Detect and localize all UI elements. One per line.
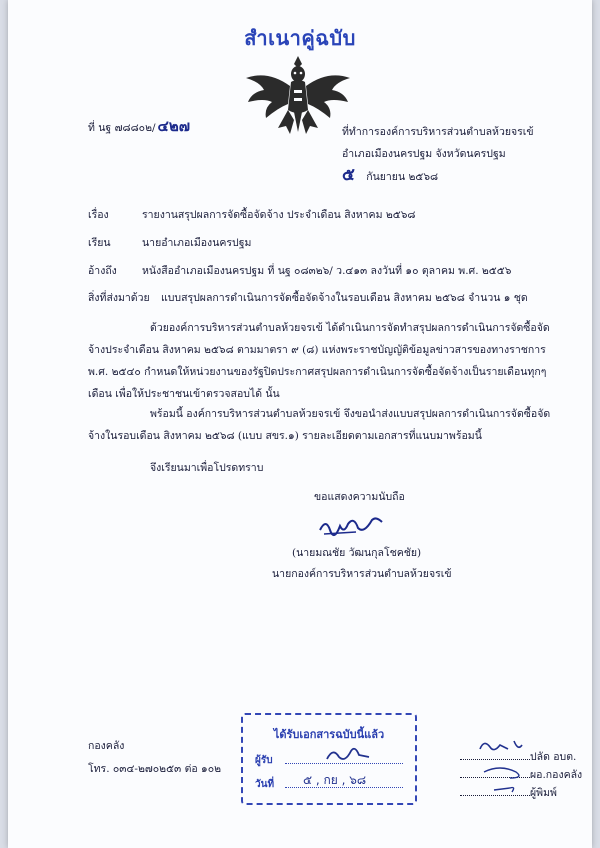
- received-stamp: [241, 713, 417, 805]
- received-stamp-title: ได้รับเอกสารฉบับนี้แล้ว: [273, 728, 385, 741]
- enclosure-value: แบบสรุปผลการดำเนินการจัดซื้อจัดจ้างในรอบเดือน สิงหาคม ๒๕๖๘ จำนวน ๑ ชุด: [161, 292, 528, 304]
- to-value: นายอำเภอเมืองนครปฐม: [142, 237, 252, 249]
- to-label: เรียน: [88, 237, 111, 249]
- document-number-handwritten: ๔๒๗: [157, 117, 191, 135]
- office-address-line-1: ที่ทำการองค์การบริหารส่วนตำบลห้วยจรเข้: [342, 126, 534, 138]
- received-date-label: วันที่: [255, 779, 275, 790]
- document-page: [8, 0, 592, 848]
- receiver-signature-icon: [325, 745, 371, 765]
- signer-name: (นายมณชัย วัฒนกุลโชคชัย): [292, 547, 422, 559]
- date-day-handwritten: ๕: [342, 165, 355, 185]
- closing-phrase: ขอแสดงความนับถือ: [314, 491, 405, 503]
- garuda-emblem-icon: [238, 52, 358, 138]
- document-date: ๕ กันยายน ๒๕๖๘: [342, 165, 439, 185]
- enclosure-label: สิ่งที่ส่งมาด้วย: [88, 292, 150, 304]
- document-number: ที่ นฐ ๗๘๘๐๒/ ๔๒๗: [88, 117, 191, 135]
- reference-value: หนังสืออำเภอเมืองนครปฐม ที่ นฐ ๐๘๓๒๖/ ว.๔๑๓ ลงวันที่ ๑๐ ตุลาคม พ.ศ. ๒๕๕๖: [142, 265, 512, 277]
- reference-label: อ้างถึง: [88, 265, 117, 277]
- body-paragraph-2: พร้อมนี้ องค์การบริหารส่วนตำบลห้วยจรเข้ จึงขอนำส่งแบบสรุปผลการดำเนินการจัดซื้อจัดจ้างในรอบเดือน สิงหาคม ๒๕๖๘ (แบบ สขร.๑) รายละเอียดตามเอกสารที่แนบมาพร้อมนี้: [88, 408, 551, 442]
- subject-value: รายงานสรุปผลการจัดซื้อจัดจ้าง ประจำเดือน สิงหาคม ๒๕๖๘: [142, 209, 416, 221]
- copy-stamp-title: สำเนาคู่ฉบับ: [244, 26, 356, 50]
- initials-scribble-icon: [480, 764, 540, 798]
- department-label: กองคลัง: [88, 740, 125, 752]
- subject-label: เรื่อง: [88, 209, 109, 221]
- received-date-handwritten: ๕ , กย , ๖๘: [303, 773, 367, 787]
- body-paragraph-1: ด้วยองค์การบริหารส่วนตำบลห้วยจรเข้ ได้ดำเนินการจัดทำสรุปผลการดำเนินการจัดซื้อจัดจ้างประจำเดือน สิงหาคม ๒๕๖๘ ตามมาตรา ๙ (๘) แห่งพระราชบัญญัติข้อมูลข่าวสารของทางราชการ พ.ศ. ๒๕๔๐ กำหนดให้หน่วยงานของรัฐปิดประกาศสรุปผลการดำเนินการจัดซื้อจัดจ้างเป็นรายเดือนทุกๆ เดือน เพื่อให้ประชาชนเข้าตรวจสอบได้ นั้น: [88, 322, 550, 400]
- signer-position: นายกองค์การบริหารส่วนตำบลห้วยจรเข้: [272, 568, 452, 580]
- signature-mark-icon: [316, 512, 386, 538]
- receiver-label: ผู้รับ: [255, 755, 273, 766]
- initials-line-3: ผู้พิมพ์: [460, 786, 557, 800]
- closing-request: จึงเรียนมาเพื่อโปรดทราบ: [150, 462, 264, 474]
- office-address-line-2: อำเภอเมืองนครปฐม จังหวัดนครปฐม: [342, 148, 506, 160]
- phone-number: โทร. ๐๓๔-๒๗๐๒๕๓ ต่อ ๑๐๒: [88, 763, 222, 775]
- initials-line-1: ปลัด อบต.: [460, 750, 576, 764]
- initials-line-2: ผอ.กองคลัง: [460, 768, 582, 782]
